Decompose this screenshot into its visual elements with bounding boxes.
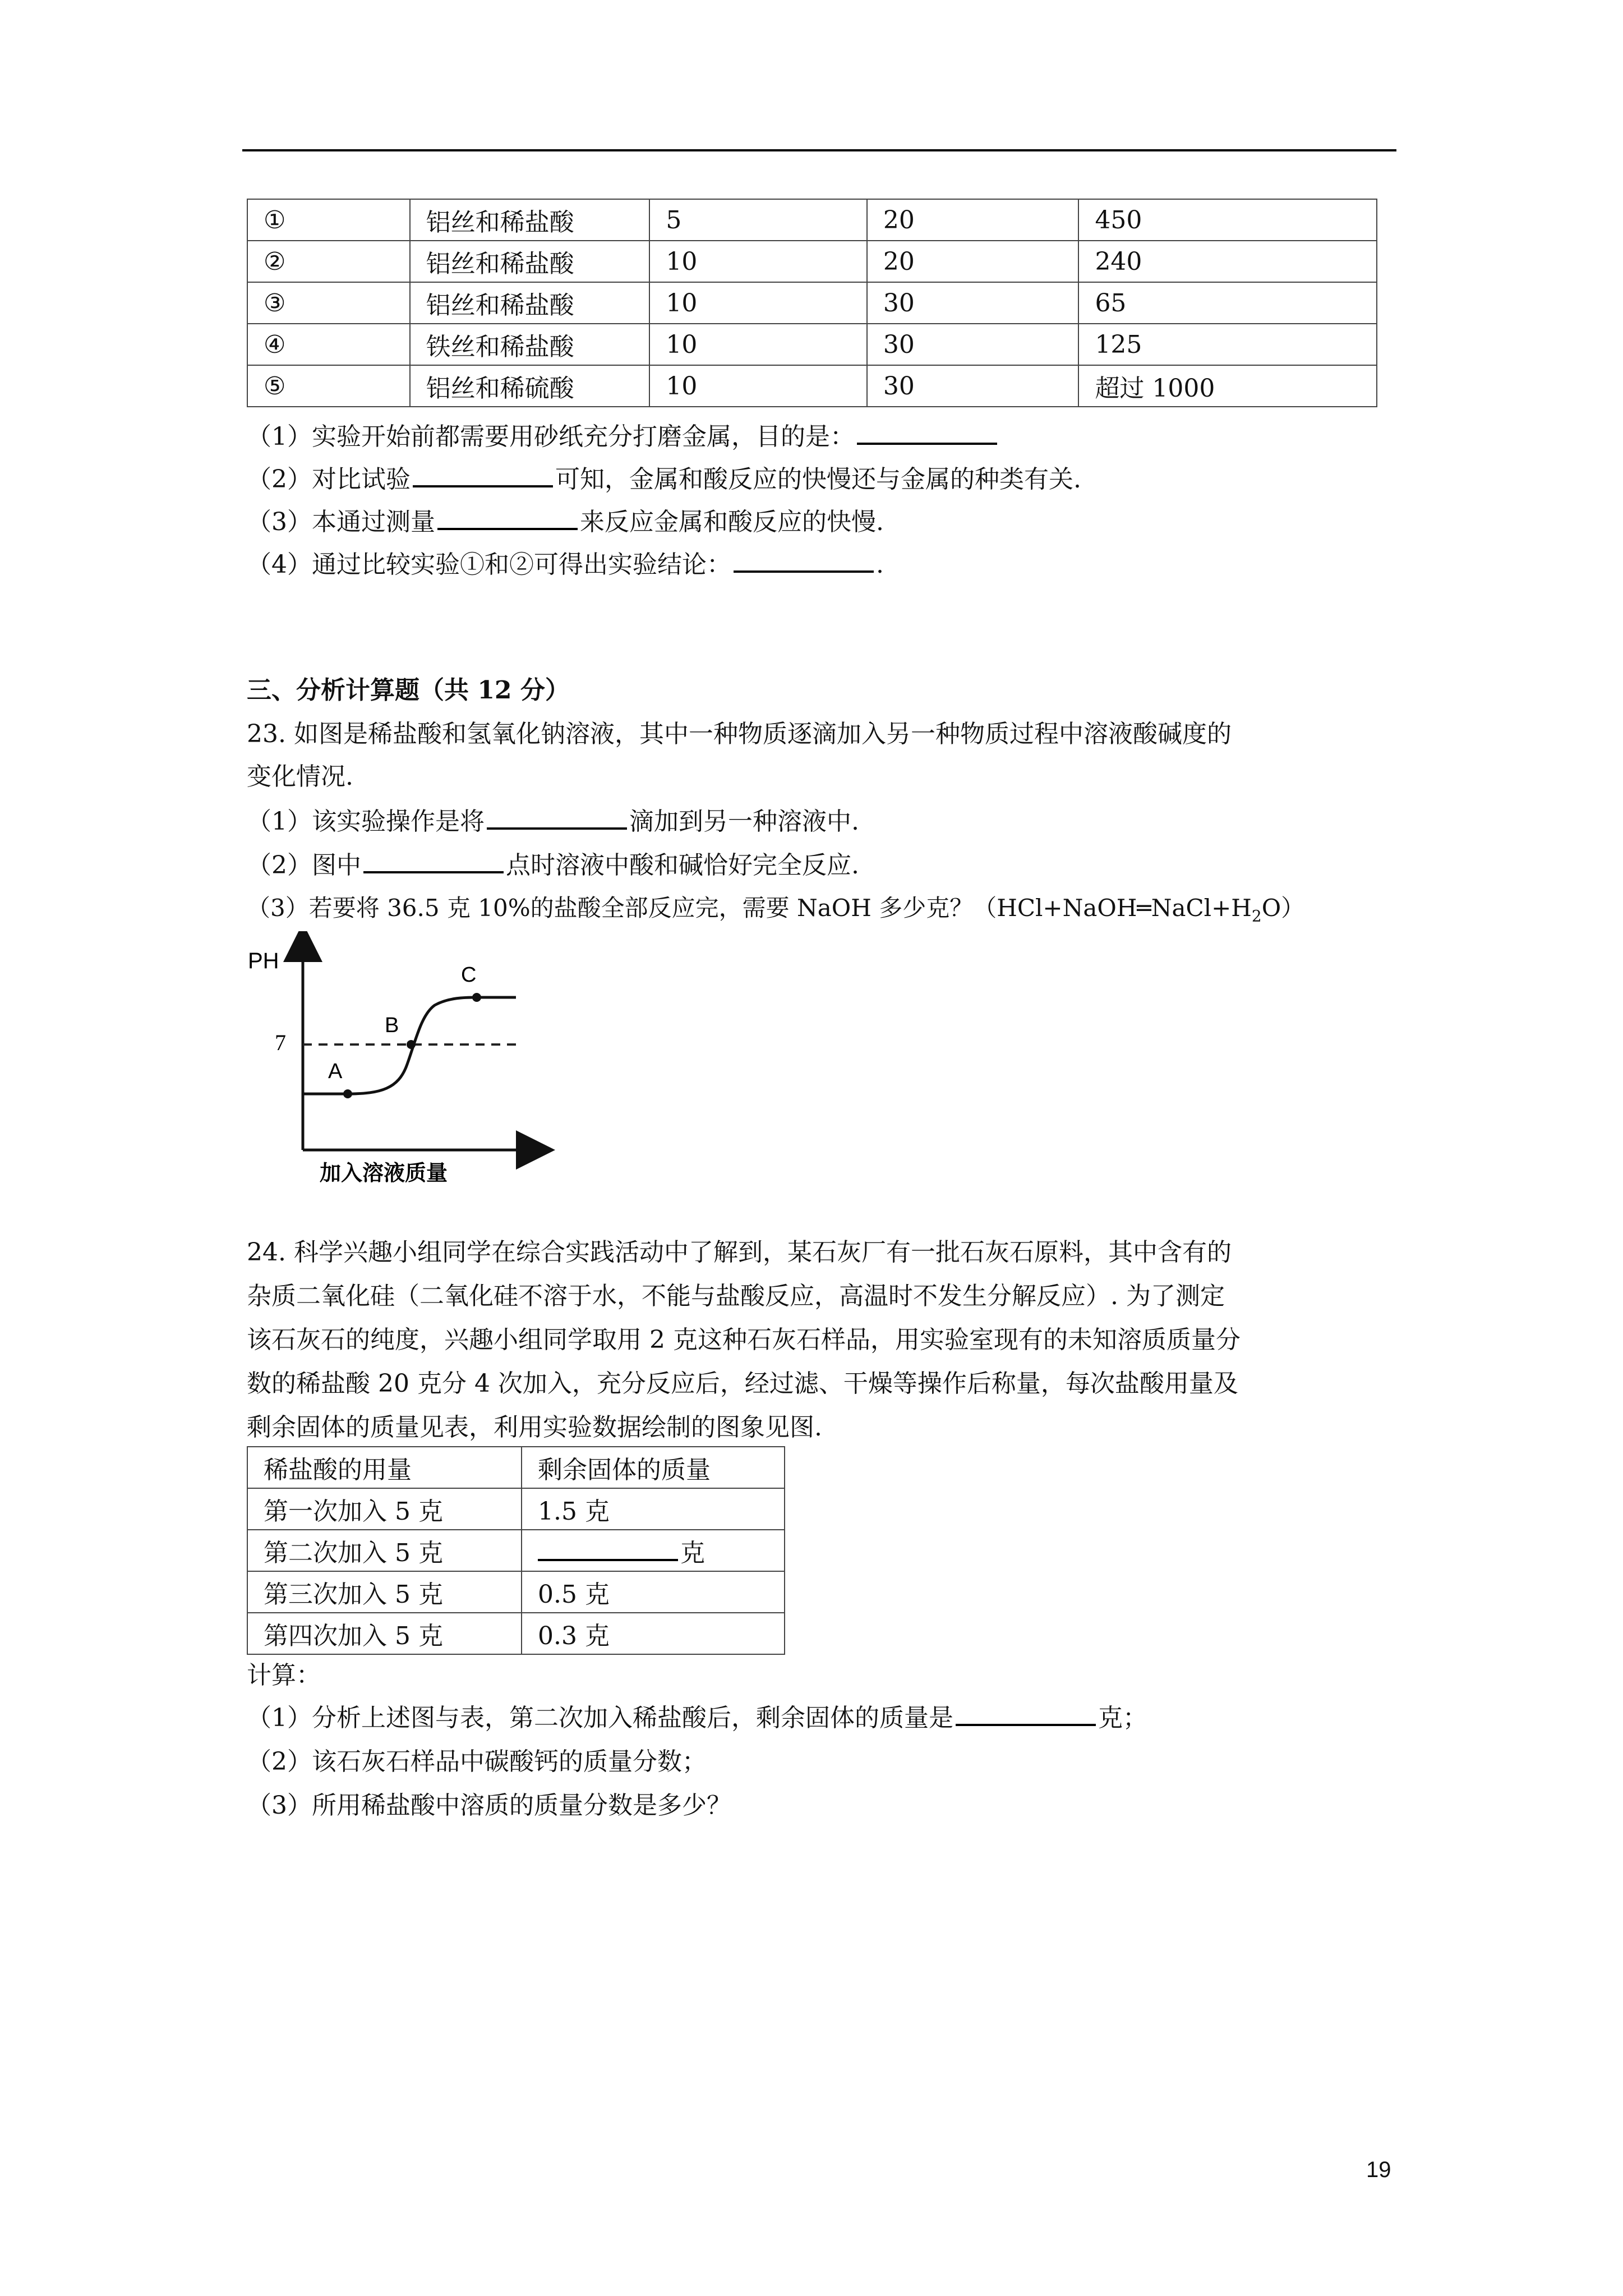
q24-stem-line1: 24. 科学兴趣小组同学在综合实践活动中了解到，某石灰厂有一批石灰石原料，其中含有的 — [247, 1238, 1232, 1267]
table-cell: 10 — [649, 282, 867, 324]
q24-stem-line2: 杂质二氧化硅（二氧化硅不溶于水，不能与盐酸反应，高温时不发生分解反应）. 为了测定 — [247, 1282, 1225, 1310]
table-cell: ① — [247, 199, 410, 241]
table-cell: 30 — [867, 324, 1079, 365]
q23-part2: （2）图中 点时溶液中酸和碱恰好完全反应. — [247, 846, 859, 885]
table-cell: ④ — [247, 324, 410, 365]
table-cell: 铝丝和稀盐酸 — [410, 199, 650, 241]
answer-blank[interactable] — [437, 503, 578, 530]
table-cell: 铝丝和稀盐酸 — [410, 282, 650, 324]
table-cell: 20 — [867, 199, 1079, 241]
table-row — [247, 324, 1377, 365]
table-row: 第三次加入 5 克 0.5 克 — [247, 1571, 785, 1613]
header-cell: 剩余固体的质量 — [522, 1447, 785, 1488]
header-rule — [242, 149, 1396, 151]
header-cell: 稀盐酸的用量 — [247, 1447, 522, 1488]
table-row: 第一次加入 5 克 1.5 克 — [247, 1488, 785, 1530]
calc-label: 计算： — [247, 1661, 321, 1690]
answer-blank[interactable] — [857, 418, 997, 445]
q24-table — [247, 1446, 785, 1655]
x-axis-label: 加入溶液质量 — [320, 1161, 448, 1185]
table-cell: 铝丝和稀盐酸 — [410, 241, 650, 282]
table-cell: 30 — [867, 365, 1079, 407]
q24-part3: （3）所用稀盐酸中溶质的质量分数是多少？ — [247, 1791, 731, 1820]
ph-chart — [241, 931, 555, 1189]
table-cell: ③ — [247, 282, 410, 324]
q22-part2: （2）对比试验 可知，金属和酸反应的快慢还与金属的种类有关. — [247, 460, 1081, 499]
table-row — [247, 365, 1377, 407]
y-ref-tick-label: 7 — [275, 1030, 286, 1055]
table-cell: 5 — [649, 199, 867, 241]
table-row — [247, 241, 1377, 282]
answer-blank[interactable] — [538, 1534, 678, 1561]
page-number: 19 — [1366, 2157, 1391, 2182]
table-cell: 10 — [649, 324, 867, 365]
table-cell: 125 — [1078, 324, 1377, 365]
point-B — [407, 1040, 416, 1049]
q24-part2: （2）该石灰石样品中碳酸钙的质量分数； — [247, 1747, 707, 1776]
answer-blank[interactable] — [956, 1699, 1096, 1726]
q23-stem-line2: 变化情况. — [247, 762, 353, 791]
table-cell: 超过 1000 — [1078, 365, 1377, 407]
y-axis-label: PH — [248, 949, 279, 973]
table-cell: 10 — [649, 241, 867, 282]
section-title: 三、分析计算题（共 12 分） — [247, 676, 570, 705]
answer-blank[interactable] — [734, 546, 874, 573]
table-cell: 铁丝和稀盐酸 — [410, 324, 650, 365]
q23-part3: （3）若要将 36.5 克 10%的盐酸全部反应完，需要 NaOH 多少克？$(HCl+NaOH═NaCl+H_2O)$ — [247, 894, 1305, 926]
table-cell: ② — [247, 241, 410, 282]
table-cell: 铝丝和稀硫酸 — [410, 365, 650, 407]
q24-part1: （1）分析上述图与表，第二次加入稀盐酸后，剩余固体的质量是 克； — [247, 1699, 1147, 1738]
table-cell: 65 — [1078, 282, 1377, 324]
table-cell: 30 — [867, 282, 1079, 324]
q23-part1: （1）该实验操作是将 滴加到另一种溶液中. — [247, 802, 859, 841]
table-row: 第四次加入 5 克 0.3 克 — [247, 1613, 785, 1654]
point-A-label: A — [328, 1060, 343, 1083]
table-cell: ⑤ — [247, 365, 410, 407]
table-row — [247, 282, 1377, 324]
q22-part3: （3）本通过测量 来反应金属和酸反应的快慢. — [247, 503, 884, 542]
point-C-label: C — [461, 963, 477, 987]
point-B-label: B — [385, 1014, 399, 1037]
point-C — [472, 993, 481, 1002]
point-A — [343, 1089, 352, 1098]
experiment-table — [247, 199, 1377, 407]
q24-stem-line5: 剩余固体的质量见表，利用实验数据绘制的图象见图. — [247, 1413, 822, 1442]
q24-stem-line4: 数的稀盐酸 20 克分 4 次加入，充分反应后，经过滤、干燥等操作后称量，每次盐酸用量及 — [247, 1369, 1238, 1398]
table-row — [247, 199, 1377, 241]
q22-part4: （4）通过比较实验①和②可得出实验结论： . — [247, 545, 884, 585]
q22-part1: （1）实验开始前都需要用砂纸充分打磨金属，目的是： — [247, 417, 999, 457]
table-cell: 20 — [867, 241, 1079, 282]
table-cell: 10 — [649, 365, 867, 407]
q24-stem-line3: 该石灰石的纯度，兴趣小组同学取用 2 克这种石灰石样品，用实验室现有的未知溶质质量分 — [247, 1326, 1241, 1354]
table-cell: 240 — [1078, 241, 1377, 282]
q23-stem-line1: 23. 如图是稀盐酸和氢氧化钠溶液，其中一种物质逐滴加入另一种物质过程中溶液酸碱度的 — [247, 720, 1232, 748]
answer-blank[interactable] — [363, 846, 504, 873]
table-header-row — [247, 1447, 785, 1488]
answer-blank[interactable] — [413, 461, 553, 487]
answer-blank[interactable] — [487, 803, 627, 830]
table-cell: 450 — [1078, 199, 1377, 241]
table-row: 第二次加入 5 克 克 — [247, 1530, 785, 1571]
